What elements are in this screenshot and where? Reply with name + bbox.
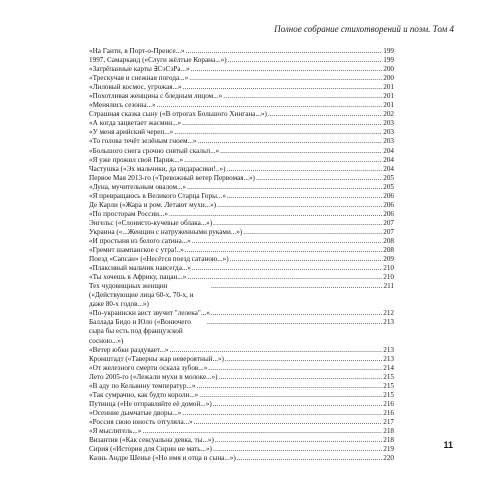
toc-entry-line [89, 165, 394, 174]
toc-entry-title: «Ты хочешь в Африку, пацан...» [89, 273, 187, 282]
toc-entry-line [89, 128, 394, 137]
toc-entry-title: Украина («...Женщин с натруженными руками...») [89, 227, 243, 236]
toc-entry-title: «Луна, мучительным овалом...» [89, 182, 187, 191]
toc-entry-line [89, 201, 394, 210]
toc-entry-line [89, 147, 394, 156]
toc-entry-line [89, 47, 394, 56]
toc-entry-line [89, 318, 394, 345]
dot-leader [213, 219, 382, 228]
dot-leader [220, 147, 382, 156]
toc-entry-page: 212 [383, 309, 394, 318]
dot-leader [169, 346, 382, 355]
toc-entry [89, 228, 394, 237]
dot-leader [237, 454, 382, 463]
toc-entry [89, 373, 394, 382]
dot-leader [256, 174, 382, 183]
toc-entry-line [89, 355, 394, 364]
toc-entry-title: «Менялись сезоны...» [89, 101, 156, 110]
toc-entry [89, 119, 394, 128]
toc-entry-page: 207 [383, 218, 394, 227]
toc-entry-title: «Большого снега срочно снятый скальп...» [89, 146, 220, 155]
dot-leader [183, 83, 383, 92]
toc-entry-line [89, 346, 394, 355]
toc-entry-page: 215 [383, 381, 394, 390]
toc-entry-line [89, 101, 394, 110]
toc-entry-line [89, 309, 394, 318]
toc-entry-line [89, 282, 394, 309]
dot-leader [213, 445, 382, 454]
toc-entry-line [89, 391, 394, 400]
toc-entry-line [89, 228, 394, 237]
toc-entry [89, 192, 394, 201]
toc-entry [89, 183, 394, 192]
toc-entry [89, 445, 394, 454]
dot-leader [192, 237, 382, 246]
dot-leader [185, 246, 382, 255]
toc-entry-line [89, 119, 394, 128]
toc-entry-title: Путинца («Не отправляйте её домой...») [89, 399, 212, 408]
toc-entry-line [89, 65, 394, 74]
toc-entry-page: 213 [383, 354, 394, 363]
toc-entry-title: «На Гаити, в Порт-о-Пренсе...» [89, 47, 185, 55]
toc-entry-page: 199 [383, 47, 394, 55]
toc-entry-page: 218 [383, 436, 394, 445]
toc-entry-title: «От железного смерти оскала зубов...» [89, 363, 208, 372]
toc-entry-page: 213 [383, 345, 394, 354]
toc-entry [89, 65, 394, 74]
dot-leader [194, 418, 382, 427]
toc-entry [89, 391, 394, 400]
toc-entry-title: Страшная сказка сыну («В отрогах Большого Хингана...») [89, 110, 267, 119]
table-of-contents [89, 47, 394, 463]
dot-leader [211, 282, 383, 291]
toc-entry [89, 355, 394, 364]
dot-leader [199, 391, 382, 400]
toc-entry-line [89, 255, 394, 264]
toc-entry-title: Баллада Бидо и Юло («Вонючего сыра бы есть под французской сосною...») [89, 318, 191, 345]
toc-entry-line [89, 74, 394, 83]
toc-entry-line [89, 409, 394, 418]
dot-leader [174, 128, 382, 137]
toc-entry-title: Кронштадт («Таверны жар невероятный...») [89, 354, 224, 363]
toc-entry [89, 74, 394, 83]
toc-entry-line [89, 454, 394, 463]
toc-entry [89, 318, 394, 345]
toc-entry-title: 1997, Самарканд («Слуги жёлтые Корана...») [89, 56, 227, 65]
toc-entry-title: «Я превращаюсь в Великого Старца Горы...» [89, 191, 226, 200]
toc-entry-page: 209 [383, 255, 394, 264]
dot-leader [243, 228, 382, 237]
toc-entry-line [89, 445, 394, 454]
toc-entry-line [89, 382, 394, 391]
toc-entry-page: 204 [383, 164, 394, 173]
dot-leader [192, 264, 382, 273]
dot-leader [207, 318, 382, 327]
toc-entry-line [89, 156, 394, 165]
toc-entry [89, 210, 394, 219]
toc-entry-title: Лето 2005-го («Лежали мухи в молоке...») [89, 372, 218, 381]
toc-entry-line [89, 237, 394, 246]
toc-entry [89, 101, 394, 110]
toc-entry-title: «А когда зацветает жасмин...» [89, 119, 182, 128]
toc-entry-page: 208 [383, 246, 394, 255]
toc-entry [89, 147, 394, 156]
toc-entry-title: Сирия («История для Сирин не мать...») [89, 445, 212, 454]
dot-leader [223, 92, 382, 101]
toc-entry-page: 210 [383, 264, 394, 273]
dot-leader [196, 382, 382, 391]
toc-entry-line [89, 110, 394, 119]
toc-entry [89, 409, 394, 418]
dot-leader [268, 110, 382, 119]
toc-entry-page: 200 [383, 74, 394, 83]
toc-entry-line [89, 183, 394, 192]
dot-leader [157, 101, 383, 110]
toc-entry [89, 201, 394, 210]
toc-entry-title: Частушка («Эх мальчики, да пидарасики!..») [89, 164, 226, 173]
dot-leader [230, 255, 383, 264]
toc-entry [89, 436, 394, 445]
toc-entry-line [89, 83, 394, 92]
toc-entry [89, 273, 394, 282]
toc-entry-line [89, 436, 394, 445]
dot-leader [215, 436, 382, 445]
toc-entry [89, 156, 394, 165]
toc-entry [89, 47, 394, 56]
toc-entry-page: 210 [383, 273, 394, 282]
toc-entry-page: 202 [383, 110, 394, 119]
toc-entry [89, 165, 394, 174]
dot-leader [227, 192, 382, 201]
toc-entry-title: «Так сумрачно, как будто короли...» [89, 390, 199, 399]
toc-entry [89, 246, 394, 255]
dot-leader [213, 400, 383, 409]
toc-entry-title: «У меня арийский череп...» [89, 128, 174, 137]
dot-leader [186, 47, 383, 56]
toc-entry [89, 255, 394, 264]
toc-entry [89, 83, 394, 92]
toc-entry [89, 282, 394, 309]
toc-entry-line [89, 400, 394, 409]
toc-entry-title: «Лиловый космос, угрожая...» [89, 83, 182, 92]
toc-entry-title: «Похотливая женщина с бледным лицом...» [89, 92, 223, 101]
toc-entry [89, 92, 394, 101]
dot-leader [182, 119, 382, 128]
toc-entry-page: 207 [383, 227, 394, 236]
toc-entry-page: 214 [383, 363, 394, 372]
toc-entry-title: Энгельс («Слонисто-кучевые облака...») [89, 218, 213, 227]
toc-entry-page: 206 [383, 200, 394, 209]
toc-entry-title: Первое Мая 2013-го («Тревожный ветер Первомая...») [89, 173, 255, 182]
toc-entry-page: 201 [383, 92, 394, 101]
toc-entry-line [89, 192, 394, 201]
toc-entry [89, 309, 394, 318]
toc-entry-page: 203 [383, 119, 394, 128]
running-header: Полное собрание стихотворений и поэм. Том 4 [274, 24, 454, 34]
toc-entry-title: «Затрёпанные карты ∃СэСэРа...» [89, 65, 190, 74]
toc-entry-line [89, 56, 394, 65]
toc-entry [89, 346, 394, 355]
toc-entry-page: 204 [383, 146, 394, 155]
dot-leader [189, 74, 382, 83]
dot-leader [142, 427, 382, 436]
toc-entry-title: «То голова течёт зелёным гноем...» [89, 137, 197, 146]
toc-entry [89, 264, 394, 273]
toc-entry [89, 427, 394, 436]
toc-entry [89, 137, 394, 146]
toc-entry-title: «Плаксивый мальчик навсегда...» [89, 264, 191, 273]
toc-entry-page: 204 [383, 155, 394, 164]
dot-leader [219, 373, 383, 382]
toc-entry-line [89, 137, 394, 146]
dot-leader [211, 309, 382, 318]
dot-leader [187, 273, 382, 282]
toc-entry-page: 201 [383, 101, 394, 110]
toc-entry [89, 128, 394, 137]
toc-entry-line [89, 246, 394, 255]
toc-entry-title: Поезд «Сапсан» («Несётся поезд сатаною...») [89, 255, 229, 264]
toc-entry-title: «Трескучая и снежная погода...» [89, 74, 189, 83]
toc-entry-page: 219 [383, 445, 394, 454]
toc-entry-line [89, 264, 394, 273]
toc-entry [89, 219, 394, 228]
toc-entry-page: 205 [383, 182, 394, 191]
toc-entry-title: «Я уже прожил свой Париж...» [89, 155, 184, 164]
toc-entry [89, 56, 394, 65]
toc-entry-page: 216 [383, 408, 394, 417]
toc-entry [89, 174, 394, 183]
toc-entry-line [89, 427, 394, 436]
toc-entry-title: «И простыня из белого сатина...» [89, 236, 191, 245]
toc-entry-title: «Ветер юбки раздувает...» [89, 345, 169, 354]
toc-entry-title: «Я мыслитель...» [89, 426, 142, 435]
toc-entry-title: «По-украински аист звучит "лелека"...» [89, 309, 210, 318]
toc-entry [89, 454, 394, 463]
dot-leader [227, 165, 383, 174]
toc-entry-page: 211 [383, 282, 394, 291]
toc-entry-title: «Россия свою юность отгуляла...» [89, 417, 193, 426]
toc-entry-title: «Гремит шампанское с утра!..» [89, 246, 184, 255]
toc-entry-page: 199 [383, 56, 394, 65]
toc-entry-line [89, 174, 394, 183]
dot-leader [191, 65, 383, 74]
toc-entry [89, 110, 394, 119]
toc-entry [89, 364, 394, 373]
dot-leader [217, 201, 382, 210]
toc-entry-line [89, 219, 394, 228]
toc-entry-line [89, 210, 394, 219]
toc-entry-page: 200 [383, 65, 394, 74]
toc-entry-page: 203 [383, 128, 394, 137]
toc-entry-line [89, 273, 394, 282]
toc-entry-page: 215 [383, 372, 394, 381]
dot-leader [187, 183, 382, 192]
toc-entry-line [89, 418, 394, 427]
toc-entry-page: 220 [383, 454, 394, 463]
dot-leader [184, 156, 382, 165]
toc-entry-line [89, 92, 394, 101]
dot-leader [198, 137, 383, 146]
dot-leader [208, 364, 382, 373]
toc-entry-title: Де Карли («Жара и ром. Летают мухи...») [89, 200, 217, 209]
toc-entry-page: 206 [383, 191, 394, 200]
dot-leader [228, 56, 383, 65]
toc-entry-page: 201 [383, 83, 394, 92]
toc-entry-title: Византия («Как сексуальна девка, ты...») [89, 436, 214, 445]
toc-entry-line [89, 373, 394, 382]
page-number: 11 [443, 440, 453, 450]
toc-entry-page: 208 [383, 236, 394, 245]
toc-entry-page: 216 [383, 399, 394, 408]
toc-entry-page: 218 [383, 426, 394, 435]
toc-entry [89, 400, 394, 409]
dot-leader [169, 210, 382, 219]
toc-entry-page: 213 [383, 318, 394, 327]
toc-entry-page: 203 [383, 137, 394, 146]
toc-entry-title: Тех чудовищных женщин («Действующие лица 60-х, 70-х, и даже 80-х годов...») [89, 282, 194, 309]
dot-leader [225, 355, 382, 364]
toc-entry-title: «В аду по Кельвину температур...» [89, 381, 196, 390]
toc-entry [89, 237, 394, 246]
toc-entry-page: 217 [383, 417, 394, 426]
toc-entry [89, 382, 394, 391]
toc-entry-title: «Осенние дымчатые дворы...» [89, 408, 182, 417]
toc-entry-title: «По просторам России...» [89, 209, 168, 218]
toc-entry-page: 215 [383, 390, 394, 399]
toc-entry [89, 418, 394, 427]
dot-leader [182, 409, 382, 418]
toc-entry-page: 205 [383, 173, 394, 182]
toc-entry-title: Казнь Андре Шенье («Но имя и отца и сына...») [89, 454, 236, 463]
toc-entry-line [89, 364, 394, 373]
toc-entry-page: 206 [383, 209, 394, 218]
